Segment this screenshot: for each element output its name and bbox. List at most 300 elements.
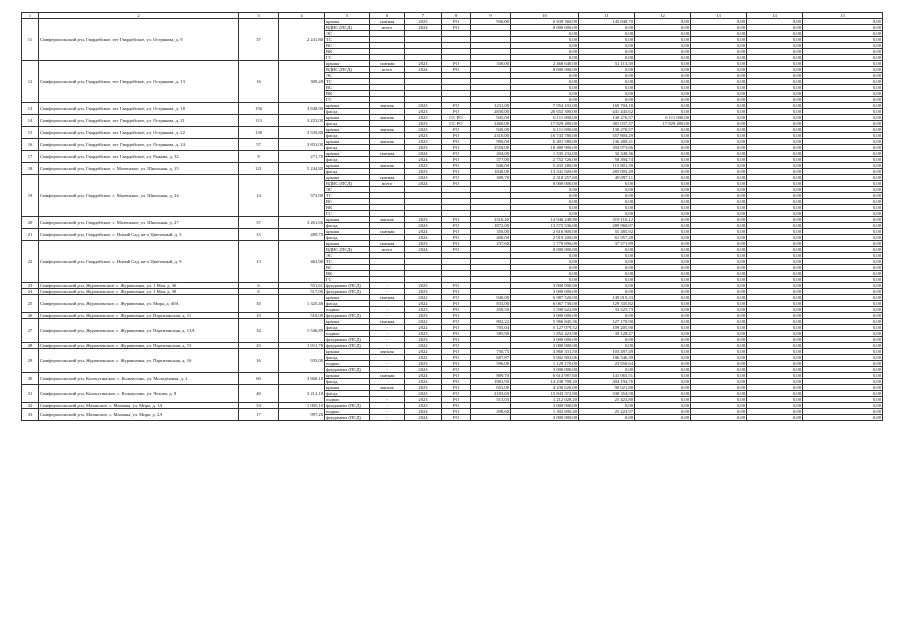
object-address: Симферопольский р-н, Гвардейское, пгт Гвардейское, ул. Острякова, д. 13 [39,61,239,103]
cell-total: 0,00 [803,337,883,343]
cell-c13: 0,00 [691,403,747,409]
cell-roof-type: мягкая [370,349,405,355]
object-count: 16 [239,61,279,103]
row-number: 31 [22,385,39,403]
cell-sd-cost: 0,00 [579,259,635,265]
cell-cost: 20 652 300,00 [511,109,579,115]
cell-c14: 0,00 [747,295,803,301]
cell-sd-cost: 0,00 [579,43,635,49]
column-header-13: 13 [691,13,747,19]
cell-sd-cost: 0,00 [579,67,635,73]
cell-volume: 2316,40 [471,217,511,223]
cell-roof-type: - [370,361,405,367]
cell-c14: 0,00 [747,385,803,391]
cell-source: РО [442,163,471,169]
object-count: 57 [239,139,279,151]
object-address: Симферопольский р-н, Журавленское, с. Журавленка, ул. Партизанская, д. 15 [39,343,239,349]
cell-sd-cost: 25 223,97 [579,409,635,415]
object-area: 1 005,10 [279,403,325,409]
column-header-1: 1 [22,13,39,19]
cell-work-type: ГС [325,277,370,283]
cell-c14: 0,00 [747,211,803,217]
cell-total: 0,00 [803,61,883,67]
cell-volume: 459,50 [471,307,511,313]
cell-cost: 2 318 257,60 [511,175,579,181]
cell-c14: 0,00 [747,49,803,55]
cell-cost: 0,00 [511,37,579,43]
cell-year: 2022 [405,301,442,307]
cell-roof-type: скатная [370,61,405,67]
cell-c13: 0,00 [691,109,747,115]
row-number: 24 [22,289,39,295]
cell-work-type: подвал [325,409,370,415]
cell-sd-cost: 136 480,21 [579,139,635,145]
cell-year: 2023 [405,337,442,343]
cell-year: 2023 [405,367,442,373]
cell-cost: 0,00 [511,187,579,193]
cell-sd-cost: 0,00 [579,49,635,55]
cell-volume: 2460,00 [471,121,511,127]
cell-cost: 0,00 [511,253,579,259]
cell-total: 0,00 [803,121,883,127]
cell-sd-cost: 0,00 [579,25,635,31]
cell-work-type: крыша [325,241,370,247]
object-address: Симферопольский р-н, Журавленское, с. Журавленка, ул. Партизанская, д. 16 [39,349,239,373]
cell-cost: 0,00 [511,43,579,49]
cell-year: 2023 [405,313,442,319]
cell-c12: 0,00 [635,391,691,397]
row-number: 25 [22,295,39,313]
cell-sd-cost: 129 335,82 [579,301,635,307]
cell-total: 0,00 [803,277,883,283]
cell-c12: 0,00 [635,127,691,133]
cell-source: РО [442,295,471,301]
cell-c14: 0,00 [747,115,803,121]
cell-total: 0,00 [803,19,883,25]
cell-sd-cost: 25 423,80 [579,397,635,403]
cell-c14: 0,00 [747,145,803,151]
cell-sd-cost: 90 021,80 [579,385,635,391]
cell-sd-cost: 106 546,39 [579,355,635,361]
cell-cost: 3 000 000,00 [511,289,579,295]
object-count: 17 [239,409,279,421]
cell-cost: 6 614 997,60 [511,373,579,379]
cell-roof-type: скатная [370,19,405,25]
cell-c14: 0,00 [747,415,803,421]
cell-c13: 0,00 [691,181,747,187]
cell-c13: 0,00 [691,409,747,415]
cell-c13: 0,00 [691,139,747,145]
object-area: 2 241,80 [279,19,325,61]
register-sheet [21,12,882,421]
cell-sd-cost: 0,00 [579,367,635,373]
cell-c12: 0,00 [635,409,691,415]
row-number: 14 [22,115,39,127]
cell-total: 0,00 [803,259,883,265]
cell-source: РО [442,403,471,409]
cell-sd-cost: 357 803,29 [579,133,635,139]
cell-source: РО [442,337,471,343]
object-count: 16 [239,349,279,373]
cell-c13: 0,00 [691,91,747,97]
cell-roof-type: скатная [370,373,405,379]
object-address: Симферопольский р-н, Гвардейское, пгт Гвардейское, ул. Острякова, д. 22 [39,127,239,139]
cell-total: 0,00 [803,247,883,253]
cell-year: 2024 [405,25,442,31]
cell-sd-cost: 55 485,92 [579,229,635,235]
cell-cost: 3 000 000,00 [511,415,579,421]
object-area: 510,00 [279,313,325,319]
row-number: 16 [22,139,39,151]
cell-year: 2022 [405,295,442,301]
row-number: 20 [22,217,39,229]
cell-c12: 0,00 [635,199,691,205]
cell-c14: 0,00 [747,265,803,271]
cell-work-type: ТС [325,193,370,199]
cell-cost: 16 743 780,00 [511,133,579,139]
cell-c14: 0,00 [747,157,803,163]
cell-cost: 3 000 000,00 [511,403,579,409]
cell-c14: 0,00 [747,187,803,193]
cell-cost: 6 067 730,00 [511,301,579,307]
cell-c14: 0,00 [747,289,803,295]
cell-source: РО [442,367,471,373]
cell-work-type: ЭС [325,31,370,37]
cell-cost: 1 212 028,20 [511,397,579,403]
column-header-6: 6 [370,13,405,19]
object-address: Симферопольский р-н, Гвардейское, с. Новый Сад, кв-л Цветочный, д. 5 [39,229,239,241]
cell-c12: 0,00 [635,217,691,223]
cell-sd-cost: 33 525,73 [579,307,635,313]
cell-sd-cost: 0,00 [579,37,635,43]
cell-total: 0,00 [803,379,883,385]
cell-c13: 0,00 [691,385,747,391]
cell-c14: 0,00 [747,181,803,187]
cell-sd-cost: 130 276,57 [579,115,635,121]
cell-roof-type: - [370,403,405,409]
object-area: 3 261,60 [279,217,325,229]
cell-total: 0,00 [803,175,883,181]
cell-sd-cost: 0,00 [579,313,635,319]
cell-sd-cost: 285 003,49 [579,169,635,175]
cell-roof-type: скатная [370,241,405,247]
cell-sd-cost: 49 097,11 [579,175,635,181]
cell-c14: 0,00 [747,319,803,325]
cell-c14: 0,00 [747,373,803,379]
cell-cost: 1 302 690,40 [511,409,579,415]
cell-c12: 0,00 [635,337,691,343]
cell-cost: 3 000 000,00 [511,367,579,373]
object-area: 3 212,10 [279,385,325,403]
column-header-9: 9 [471,13,511,19]
cell-source: РО [442,181,471,187]
cell-source: РО [442,247,471,253]
cell-roof-type: - [370,283,405,289]
cell-c12: 0,00 [635,79,691,85]
cell-year: 2023 [405,403,442,409]
cell-c13: 0,00 [691,361,747,367]
cell-c14: 0,00 [747,229,803,235]
cell-sd-cost: 0,00 [579,181,635,187]
column-header-12: 12 [635,13,691,19]
cell-cost: 4 860 331,50 [511,349,579,355]
cell-total: 0,00 [803,283,883,289]
cell-cost: 5 433 280,00 [511,163,579,169]
cell-c13: 0,00 [691,49,747,55]
cell-work-type: крыша [325,163,370,169]
cell-cost: 13 573 536,00 [511,223,579,229]
cell-volume: 350,00 [471,229,511,235]
cell-source: СС РО [442,115,471,121]
row-number: 32 [22,403,39,409]
cell-source: РО [442,109,471,115]
cell-cost: 17 829 480,00 [511,121,579,127]
cell-work-type: фасад [325,301,370,307]
cell-c14: 0,00 [747,109,803,115]
cell-c14: 0,00 [747,397,803,403]
object-area: 5 244,80 [279,163,325,175]
cell-source: РО [442,61,471,67]
cell-c13: 0,00 [691,313,747,319]
cell-year: 2023 [405,103,442,109]
object-address: Симферопольский р-н, Журавленское, с. Журавленка, ул. Партизанская, д. 11 [39,313,239,319]
cell-c14: 0,00 [747,313,803,319]
cell-work-type: подвал [325,397,370,403]
cell-total: 0,00 [803,331,883,337]
cell-c14: 0,00 [747,253,803,259]
cell-roof-type: мягкая [370,163,405,169]
cell-c14: 0,00 [747,193,803,199]
cell-c12: 0,00 [635,355,691,361]
cell-source: РО [442,241,471,247]
column-header-3: 3 [239,13,279,19]
cell-cost: 6 111 690,00 [511,127,579,133]
column-header-5: 5 [325,13,370,19]
cell-c12: 0,00 [635,385,691,391]
cell-volume: 309,70 [471,175,511,181]
cell-work-type: крыша [325,175,370,181]
cell-sd-cost: 169 704,18 [579,103,635,109]
cell-roof-type: - [370,397,405,403]
object-area: 3 848,90 [279,103,325,115]
cell-cost: 5 966 845,36 [511,319,579,325]
cell-c13: 0,00 [691,115,747,121]
cell-roof-type: - [370,331,405,337]
cell-year: 2023 [405,397,442,403]
cell-year: 2023 [405,241,442,247]
cell-sd-cost: 319 116,12 [579,217,635,223]
object-address: Симферопольский р-н, Гвардейское, с. Маленькое, ул. Школьная, д. 27 [39,217,239,229]
cell-c13: 0,00 [691,295,747,301]
object-area: 997,20 [279,409,325,421]
cell-c14: 0,00 [747,139,803,145]
cell-work-type: фундамент (ПСД) [325,283,370,289]
cell-volume: 513,05 [471,397,511,403]
cell-total: 0,00 [803,301,883,307]
cell-c13: 0,00 [691,37,747,43]
cell-c12: 0,00 [635,169,691,175]
cell-year: 2022 [405,325,442,331]
cell-total: 0,00 [803,205,883,211]
cell-volume: 1872,00 [471,223,511,229]
cell-sd-cost: 58 394,74 [579,157,635,163]
capital-repair-register-table [21,12,883,421]
column-header-8: 8 [442,13,471,19]
cell-work-type: фундамент (ПСД) [325,403,370,409]
cell-c13: 0,00 [691,169,747,175]
cell-volume: 2550,00 [471,145,511,151]
cell-total: 0,00 [803,25,883,31]
cell-c14: 0,00 [747,301,803,307]
cell-source: РО [442,355,471,361]
cell-work-type: фундамент (ПСД) [325,343,370,349]
cell-roof-type: скатная [370,295,405,301]
cell-sd-cost: 0,00 [579,247,635,253]
object-count: 10 [239,313,279,319]
cell-year: 2024 [405,373,442,379]
object-area: 309,20 [279,61,325,103]
object-area: 573,90 [279,175,325,217]
cell-c13: 0,00 [691,145,747,151]
cell-source: РО [442,385,471,391]
object-address: Симферопольский р-н, Кольчугинское, с. Кольчугино, ул. Молодёжная, д. 2 [39,373,239,385]
cell-c12: 0,00 [635,187,691,193]
object-address: Симферопольский р-н, Журавленское, с. Журавленка, ул. Партизанская, д. 13А [39,319,239,343]
object-area: 517,06 [279,289,325,295]
cell-year: 2023 [405,217,442,223]
cell-c13: 0,00 [691,241,747,247]
object-count: 35 [239,295,279,313]
object-area: 3 831,00 [279,139,325,151]
cell-cost: 4 230 626,00 [511,385,579,391]
cell-work-type: ЭС [325,187,370,193]
cell-c12: 0,00 [635,157,691,163]
cell-total: 0,00 [803,37,883,43]
cell-source: РО [442,145,471,151]
cell-sd-cost: 304 194,76 [579,379,635,385]
object-count: 37 [239,217,279,229]
column-header-15: 15 [803,13,883,19]
cell-work-type: ГС [325,55,370,61]
cell-cost: 5 127 079,52 [511,325,579,331]
cell-source: РО [442,415,471,421]
cell-roof-type: скатная [370,175,405,181]
cell-c12: 0,00 [635,61,691,67]
cell-c13: 0,00 [691,301,747,307]
object-address: Симферопольский р-н, Гвардейское, пгт Гвардейское, ул. Острякова, д. 18 [39,103,239,115]
cell-c14: 0,00 [747,43,803,49]
cell-source: СС РО [442,121,471,127]
cell-total: 0,00 [803,367,883,373]
cell-c12: 0,00 [635,85,691,91]
cell-total: 0,00 [803,169,883,175]
cell-sd-cost: 0,00 [579,265,635,271]
object-count: 6 [239,289,279,295]
cell-c12: 0,00 [635,331,691,337]
cell-sd-cost: 0,00 [579,187,635,193]
cell-c13: 0,00 [691,283,747,289]
cell-volume: 833,00 [471,301,511,307]
cell-sd-cost: 0,00 [579,415,635,421]
cell-work-type: фасад [325,223,370,229]
cell-total: 0,00 [803,391,883,397]
cell-work-type: крыша [325,217,370,223]
cell-sd-cost: 149 019,33 [579,295,635,301]
cell-c14: 0,00 [747,91,803,97]
cell-total: 0,00 [803,67,883,73]
cell-c13: 0,00 [691,187,747,193]
cell-cost: 0,00 [511,205,579,211]
cell-volume: 990,00 [471,139,511,145]
cell-source: РО [442,175,471,181]
object-address: Симферопольский р-н, Мазанское, с. Мазанка, ул. Мира, д. 1А [39,403,239,409]
cell-source: РО [442,409,471,415]
cell-total: 0,00 [803,127,883,133]
cell-year: 2023 [405,391,442,397]
cell-cost: 0,00 [511,271,579,277]
cell-volume: 204,00 [471,151,511,157]
cell-cost: 0,00 [511,49,579,55]
cell-volume: 840,00 [471,163,511,169]
row-number: 22 [22,241,39,283]
object-address: Симферопольский р-н, Журавленское, с. Журавленка, ул. Мира, д. 40А [39,295,239,313]
object-count: 34 [239,319,279,343]
cell-work-type: подвал [325,361,370,367]
cell-source: РО [442,229,471,235]
column-header-7: 7 [405,13,442,19]
cell-work-type: ВДИС (ПСД) [325,181,370,187]
cell-sd-cost: 39 128,27 [579,331,635,337]
cell-cost: 1 129 170,00 [511,361,579,367]
cell-year: 2024 [405,247,442,253]
object-address: Симферопольский р-н, Гвардейское, пгт Гвардейское, ул. Рыкова, д. 32 [39,151,239,163]
cell-c14: 0,00 [747,337,803,343]
row-number: 29 [22,349,39,373]
cell-cost: 3 000 000,00 [511,337,579,343]
cell-cost: 0,00 [511,55,579,61]
cell-cost: 6 839 360,00 [511,19,579,25]
cell-c14: 0,00 [747,85,803,91]
object-count: 6 [239,283,279,289]
cell-source: РО [442,343,471,349]
cell-cost: 2 468 640,00 [511,61,579,67]
cell-cost: 0,00 [511,97,579,103]
cell-work-type: крыша [325,151,370,157]
cell-work-type: фасад [325,157,370,163]
cell-c14: 0,00 [747,367,803,373]
cell-source: РО [442,133,471,139]
cell-c13: 0,00 [691,247,747,253]
cell-c13: 0,00 [691,223,747,229]
cell-total: 0,00 [803,235,883,241]
cell-source: РО [442,331,471,337]
cell-total: 0,00 [803,109,883,115]
object-address: Симферопольский р-н, Кольчугинское, с. Кольчугино, ул. Чехова, д. 8 [39,385,239,403]
cell-sd-cost: 130 276,57 [579,127,635,133]
cell-year: 2023 [405,307,442,313]
cell-roof-type: скатная [370,319,405,325]
object-address: Симферопольский р-н, Гвардейское, с. Маленькое, ул. Школьная, д. 15 [39,163,239,175]
cell-c12: 0,00 [635,271,691,277]
cell-total: 0,00 [803,295,883,301]
cell-c14: 0,00 [747,307,803,313]
cell-year: 2024 [405,67,442,73]
cell-sd-cost: 0,00 [579,403,635,409]
cell-work-type: ВС [325,85,370,91]
cell-work-type: фасад [325,325,370,331]
cell-work-type: ВС [325,43,370,49]
cell-total: 0,00 [803,133,883,139]
